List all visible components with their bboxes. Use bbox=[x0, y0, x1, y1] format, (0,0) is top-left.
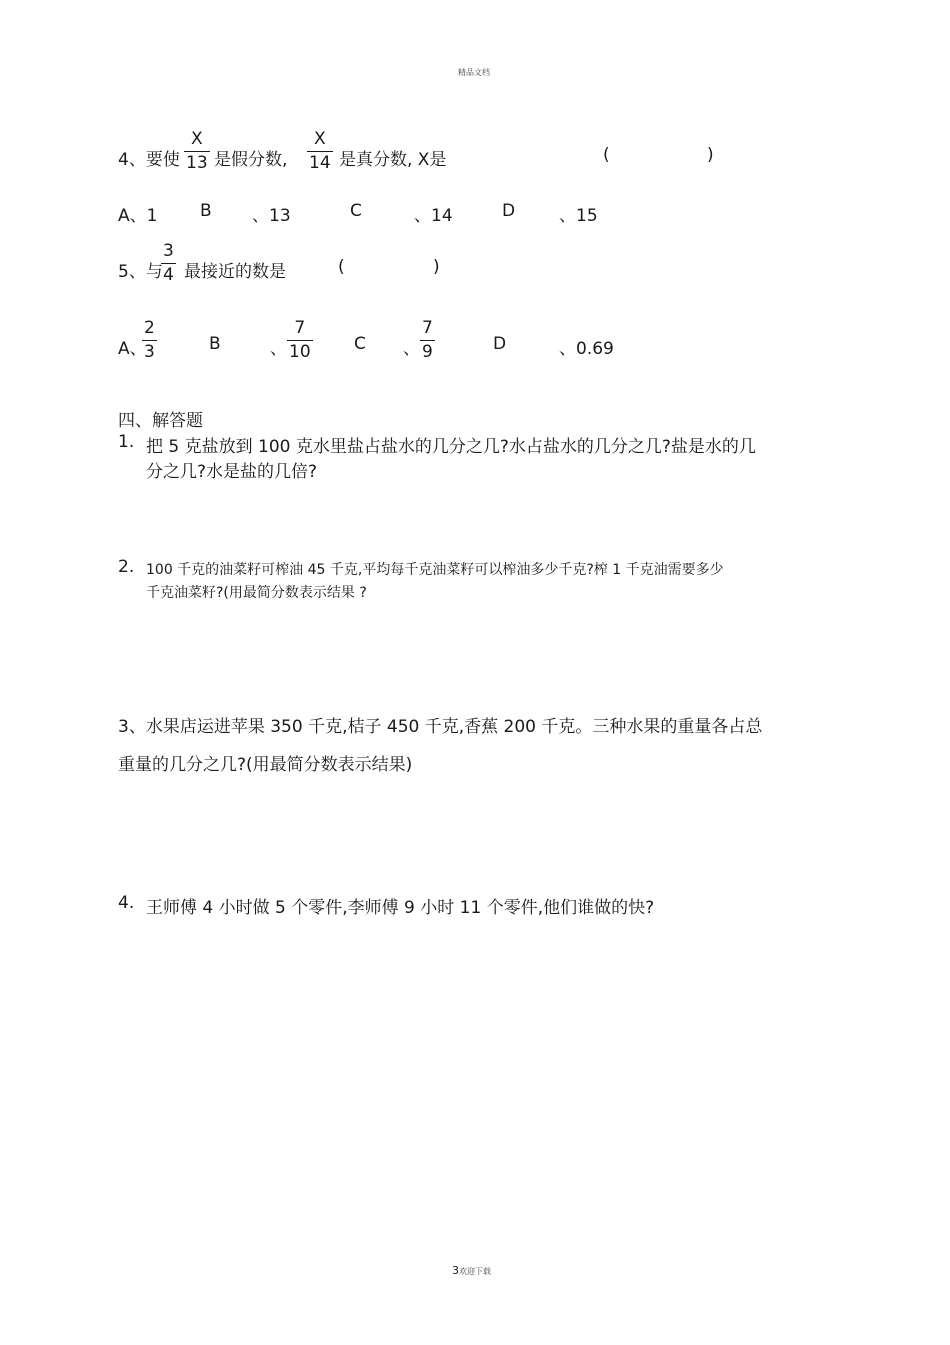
q5-option-b-label: B bbox=[209, 334, 221, 354]
q5-paren-open: ( bbox=[338, 257, 345, 277]
problem-2-line-2: 千克油菜籽?(用最简分数表示结果 ? bbox=[146, 585, 367, 601]
q4-frac2-num: X bbox=[313, 129, 326, 149]
q5-c-num: 7 bbox=[422, 318, 433, 338]
q4-paren-open: ( bbox=[603, 145, 610, 165]
problem-1-line-1: 把 5 克盐放到 100 克水里盐占盐水的几分之几?水占盐水的几分之几?盐是水的几 bbox=[146, 437, 756, 457]
q5-frac-den: 4 bbox=[163, 265, 174, 285]
q5-option-c-fraction bbox=[420, 320, 435, 361]
q4-option-c-label: C bbox=[350, 201, 362, 221]
problem-3-line-1: 3、水果店运进苹果 350 千克,桔子 450 千克,香蕉 200 千克。三种水果的重量各占总 bbox=[118, 717, 763, 737]
q4-suffix: 是真分数, X是 bbox=[339, 150, 447, 170]
problem-4-number: 4. bbox=[118, 893, 135, 913]
q4-paren-close: ) bbox=[707, 145, 714, 165]
q5-b-den: 10 bbox=[289, 342, 311, 362]
q5-option-d-value: 、0.69 bbox=[559, 339, 614, 359]
q4-option-a: A、1 bbox=[118, 206, 158, 226]
page-header: 精品文档 bbox=[458, 68, 490, 77]
q5-paren-close: ) bbox=[433, 257, 440, 277]
q4-option-b-value: 、13 bbox=[252, 206, 291, 226]
q5-option-b-fraction bbox=[287, 320, 313, 361]
problem-4-text: 王师傅 4 小时做 5 个零件,李师傅 9 小时 11 个零件,他们谁做的快? bbox=[146, 898, 655, 918]
q4-option-b-label: B bbox=[200, 201, 212, 221]
q4-prefix: 4、要使 bbox=[118, 150, 180, 170]
problem-2-line-1: 100 千克的油菜籽可榨油 45 千克,平均每千克油菜籽可以榨油多少千克?榨 1 千克油需要多少 bbox=[146, 562, 724, 578]
q4-option-d-value: 、15 bbox=[559, 206, 598, 226]
problem-1-number: 1. bbox=[118, 432, 135, 452]
q5-option-a: A、 bbox=[118, 339, 147, 359]
q5-a-den: 3 bbox=[144, 342, 155, 362]
q4-mid: 是假分数, bbox=[214, 150, 288, 170]
footer-text: 欢迎下载 bbox=[459, 1267, 491, 1276]
q4-frac2-den: 14 bbox=[309, 153, 331, 173]
problem-3-line-2: 重量的几分之几?(用最简分数表示结果) bbox=[118, 755, 413, 775]
q5-a-num: 2 bbox=[144, 318, 155, 338]
section-title: 四、解答题 bbox=[118, 411, 203, 431]
q4-frac1-num: X bbox=[190, 129, 203, 149]
q5-prefix: 5、与 bbox=[118, 262, 163, 282]
q4-fraction-2 bbox=[307, 131, 333, 172]
q5-option-a-fraction bbox=[142, 320, 157, 361]
q5-option-b-sep: 、 bbox=[270, 339, 287, 359]
q5-option-d-label: D bbox=[493, 334, 507, 354]
q5-c-den: 9 bbox=[422, 342, 433, 362]
problem-2-number: 2. bbox=[118, 557, 135, 577]
q5-option-c-sep: 、 bbox=[403, 339, 420, 359]
q5-frac-num: 3 bbox=[163, 241, 174, 261]
q5-b-num: 7 bbox=[294, 318, 306, 338]
q4-frac1-den: 13 bbox=[186, 153, 208, 173]
q5-suffix: 最接近的数是 bbox=[184, 262, 286, 282]
page-number: 3 bbox=[452, 1264, 459, 1277]
page-footer bbox=[452, 1259, 491, 1278]
q5-option-c-label: C bbox=[354, 334, 366, 354]
q4-fraction-1 bbox=[184, 131, 210, 172]
q4-option-d-label: D bbox=[502, 201, 516, 221]
problem-1-line-2: 分之几?水是盐的几倍? bbox=[146, 462, 318, 482]
q5-fraction bbox=[161, 243, 176, 284]
q4-option-c-value: 、14 bbox=[414, 206, 453, 226]
